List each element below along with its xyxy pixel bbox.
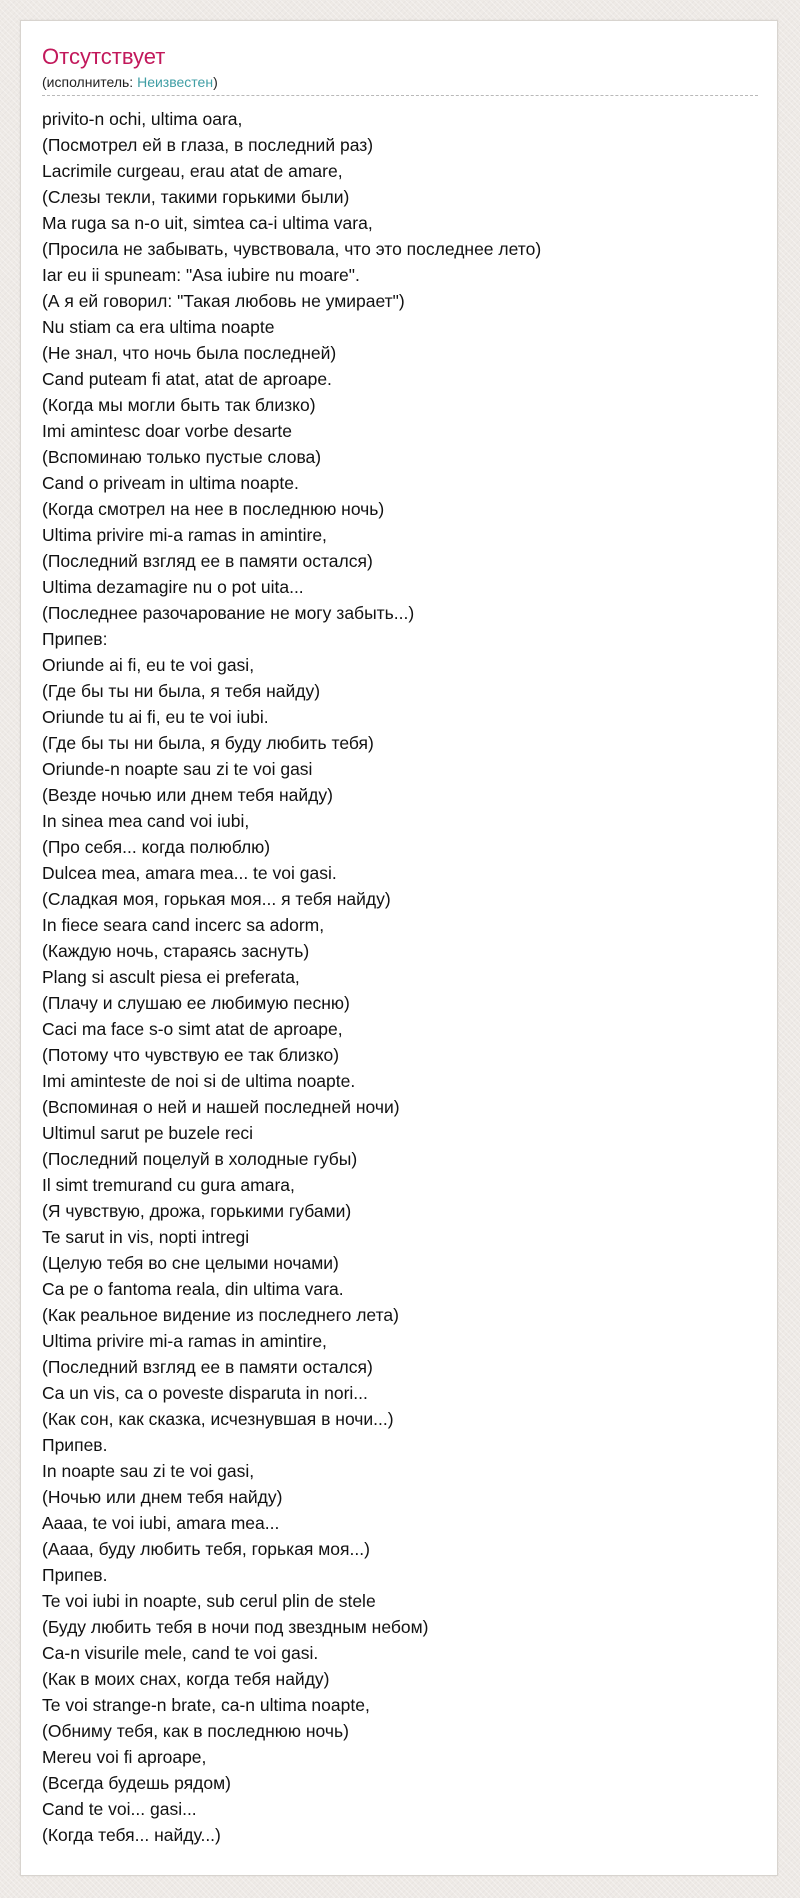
lyric-line: (Потому что чувствую ее так близко) [42, 1045, 340, 1065]
lyric-line: (Просила не забывать, чувствовала, что это последнее лето) [42, 239, 542, 259]
lyric-line: In sinea mea cand voi iubi, [42, 811, 250, 831]
artist-line [42, 73, 218, 91]
lyric-line: Mereu voi fi aproape, [42, 1747, 207, 1767]
artist-prefix: (исполнитель: [42, 74, 138, 90]
artist-link[interactable]: Неизвестен [137, 74, 214, 90]
lyric-line: (Как реальное видение из последнего лета) [42, 1305, 399, 1325]
song-header [42, 43, 758, 96]
lyric-line: (Последнее разочарование не могу забыть...) [42, 603, 415, 623]
lyric-line: Ca-n visurile mele, cand te voi gasi. [42, 1643, 319, 1663]
lyric-line: privito-n ochi, ultima oara, [42, 109, 243, 129]
lyric-line: Te sarut in vis, nopti intregi [42, 1227, 250, 1247]
lyric-line: Aaaa, te voi iubi, amara mea... [42, 1513, 280, 1533]
lyric-line: (Когда тебя... найду...) [42, 1825, 221, 1845]
lyric-line: (Всегда будешь рядом) [42, 1773, 231, 1793]
lyric-line: Te voi strange-n brate, ca-n ultima noapte, [42, 1695, 370, 1715]
lyric-line: Imi amintesc doar vorbe desarte [42, 421, 292, 441]
lyric-line: Lacrimile curgeau, erau atat de amare, [42, 161, 343, 181]
lyric-line: (Я чувствую, дрожа, горькими губами) [42, 1201, 352, 1221]
lyric-line: (Как сон, как сказка, исчезнувшая в ночи...) [42, 1409, 394, 1429]
lyric-line: (Не знал, что ночь была последней) [42, 343, 337, 363]
lyric-line: (Посмотрел ей в глаза, в последний раз) [42, 135, 374, 155]
lyrics-text [42, 106, 758, 1848]
lyric-line: (Последний взгляд ее в памяти остался) [42, 551, 373, 571]
lyric-line: (Каждую ночь, стараясь заснуть) [42, 941, 310, 961]
lyric-line: (Последний поцелуй в холодные губы) [42, 1149, 358, 1169]
lyric-line: Dulcea mea, amara mea... te voi gasi. [42, 863, 337, 883]
lyric-line: In noapte sau zi te voi gasi, [42, 1461, 255, 1481]
lyric-line: (Где бы ты ни была, я тебя найду) [42, 681, 321, 701]
lyric-line: Ma ruga sa n-o uit, simtea ca-i ultima vara, [42, 213, 373, 233]
lyric-line: (Везде ночью или днем тебя найду) [42, 785, 333, 805]
lyric-line: (Вспоминаю только пустые слова) [42, 447, 322, 467]
lyric-line: (Про себя... когда полюблю) [42, 837, 271, 857]
lyric-line: Припев. [42, 1435, 108, 1455]
lyric-line: Nu stiam ca era ultima noapte [42, 317, 275, 337]
lyric-line: Imi aminteste de noi si de ultima noapte. [42, 1071, 356, 1091]
artist-suffix: ) [213, 74, 218, 90]
lyric-line: Cand o priveam in ultima noapte. [42, 473, 299, 493]
lyric-line: (Когда мы могли быть так близко) [42, 395, 316, 415]
lyric-line: Припев. [42, 1565, 108, 1585]
lyric-line: (Сладкая моя, горькая моя... я тебя найду) [42, 889, 391, 909]
lyric-line: (Как в моих снах, когда тебя найду) [42, 1669, 330, 1689]
lyric-line: (Буду любить тебя в ночи под звездным небом) [42, 1617, 429, 1637]
lyric-line: Ca pe o fantoma reala, din ultima vara. [42, 1279, 344, 1299]
lyric-line: Ultima privire mi-a ramas in amintire, [42, 525, 327, 545]
lyric-line: (Плачу и слушаю ее любимую песню) [42, 993, 350, 1013]
lyric-line: (Вспоминая о ней и нашей последней ночи) [42, 1097, 400, 1117]
lyric-line: (А я ей говорил: "Такая любовь не умирает") [42, 291, 405, 311]
lyric-line: (Последний взгляд ее в памяти остался) [42, 1357, 373, 1377]
lyric-line: Caci ma face s-o simt atat de aproape, [42, 1019, 343, 1039]
song-title: Отсутствует [42, 44, 166, 69]
lyric-line: Cand puteam fi atat, atat de aproape. [42, 369, 332, 389]
lyric-line: Iar eu ii spuneam: "Asa iubire nu moare". [42, 265, 360, 285]
lyric-line: Ca un vis, ca o poveste disparuta in nori... [42, 1383, 368, 1403]
lyric-line: Te voi iubi in noapte, sub cerul plin de stele [42, 1591, 376, 1611]
lyric-line: Il simt tremurand cu gura amara, [42, 1175, 295, 1195]
lyric-line: Ultimul sarut pe buzele reci [42, 1123, 254, 1143]
lyric-line: (Где бы ты ни была, я буду любить тебя) [42, 733, 374, 753]
lyric-line: (Когда смотрел на нее в последнюю ночь) [42, 499, 385, 519]
lyric-line: (Ночью или днем тебя найду) [42, 1487, 283, 1507]
lyric-line: Cand te voi... gasi... [42, 1799, 197, 1819]
lyric-line: Oriunde-n noapte sau zi te voi gasi [42, 759, 313, 779]
lyric-line: In fiece seara cand incerc sa adorm, [42, 915, 325, 935]
lyric-line: (Обниму тебя, как в последнюю ночь) [42, 1721, 349, 1741]
lyric-line: Oriunde tu ai fi, eu te voi iubi. [42, 707, 269, 727]
lyric-line: Ultima privire mi-a ramas in amintire, [42, 1331, 327, 1351]
lyric-line: Припев: [42, 629, 108, 649]
lyric-line: (Целую тебя во сне целыми ночами) [42, 1253, 339, 1273]
lyric-line: Plang si ascult piesa ei preferata, [42, 967, 300, 987]
lyric-line: Ultima dezamagire nu o pot uita... [42, 577, 304, 597]
lyric-line: Oriunde ai fi, eu te voi gasi, [42, 655, 255, 675]
lyrics-card [20, 20, 778, 1876]
lyric-line: (Слезы текли, такими горькими были) [42, 187, 350, 207]
lyric-line: (Аааа, буду любить тебя, горькая моя...) [42, 1539, 370, 1559]
